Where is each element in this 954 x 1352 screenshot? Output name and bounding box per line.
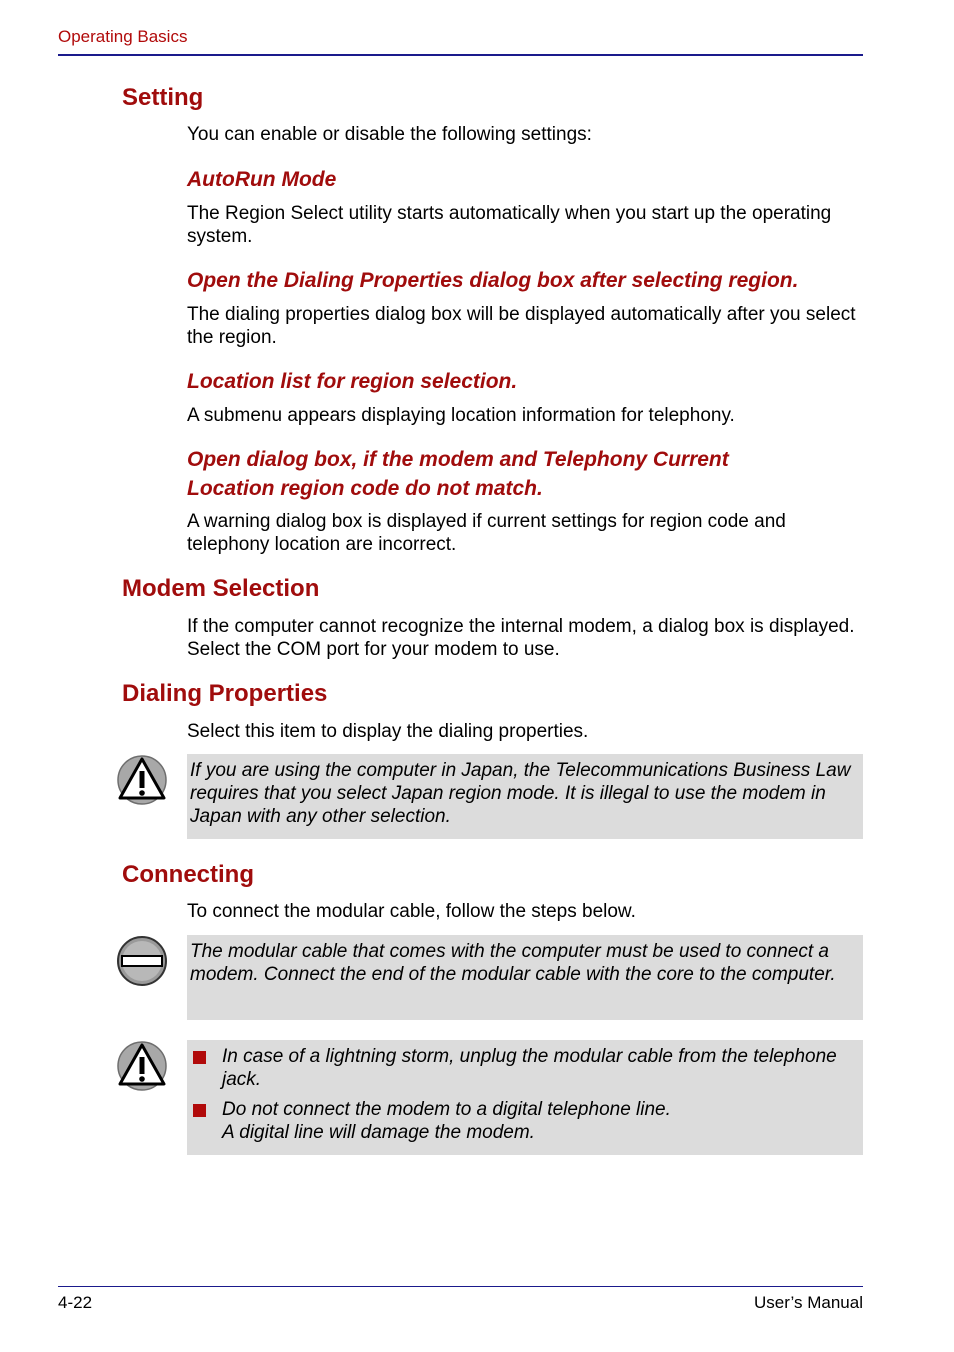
open-dialing-properties-body: The dialing properties dialog box will be displayed automatically after you select the region. [187,304,856,348]
autorun-mode-body: The Region Select utility starts automatically when you start up the operating system. [187,203,832,247]
warning-list-item [187,1045,863,1091]
dialing-properties-body: Select this item to display the dialing properties. [187,721,589,742]
warning-triangle-icon [116,1040,168,1092]
modular-cable-note-text: The modular cable that comes with the computer must be used to connect a modem. Connect the end of the modular cable with the core to the computer. [190,941,836,985]
lightning-warning-box [187,1040,863,1155]
subheading-open-dialing-properties: Open the Dialing Properties dialog box after selecting region. [187,269,799,292]
square-bullet-icon [193,1051,206,1064]
square-bullet-icon [193,1104,206,1117]
subheading-autorun-mode: AutoRun Mode [187,168,337,191]
heading-setting: Setting [122,84,204,111]
warning-item-text: In case of a lightning storm, unplug the modular cable from the telephone jack. [222,1046,837,1090]
page-number: 4-22 [58,1293,93,1312]
subheading-line-1: Open dialog box, if the modem and Telephony Current [187,448,729,471]
no-entry-icon [116,935,168,987]
manual-title: User’s Manual [754,1293,863,1312]
header-rule [58,54,863,56]
modem-selection-body: If the computer cannot recognize the internal modem, a dialog box is displayed. Select the COM port for your modem to use. [187,616,855,660]
heading-modem-selection: Modem Selection [122,575,320,602]
open-dialog-mismatch-body: A warning dialog box is displayed if current settings for region code and telephony location are incorrect. [187,511,786,555]
location-list-body: A submenu appears displaying location information for telephony. [187,405,735,426]
warning-line-1: Do not connect the modem to a digital telephone line. [222,1099,671,1120]
warning-item-text [222,1098,852,1144]
caution-note-box [187,754,863,839]
warning-triangle-icon [116,754,168,806]
caution-note-text: If you are using the computer in Japan, the Telecommunications Business Law requires that you select Japan region mode. It is illegal to use the modem in Japan with any other selection. [190,760,851,827]
footer-rule [58,1286,863,1287]
connecting-body: To connect the modular cable, follow the steps below. [187,901,636,922]
heading-dialing-properties: Dialing Properties [122,680,328,707]
warning-list-item [187,1098,863,1144]
setting-intro: You can enable or disable the following settings: [187,124,592,145]
heading-connecting: Connecting [122,861,254,888]
warning-line-2: A digital line will damage the modem. [222,1122,535,1143]
modular-cable-note-box [187,935,863,1020]
running-header: Operating Basics [58,27,188,46]
subheading-line-2: Location region code do not match. [187,477,543,500]
subheading-open-dialog-mismatch [187,445,867,503]
subheading-location-list: Location list for region selection. [187,370,518,393]
